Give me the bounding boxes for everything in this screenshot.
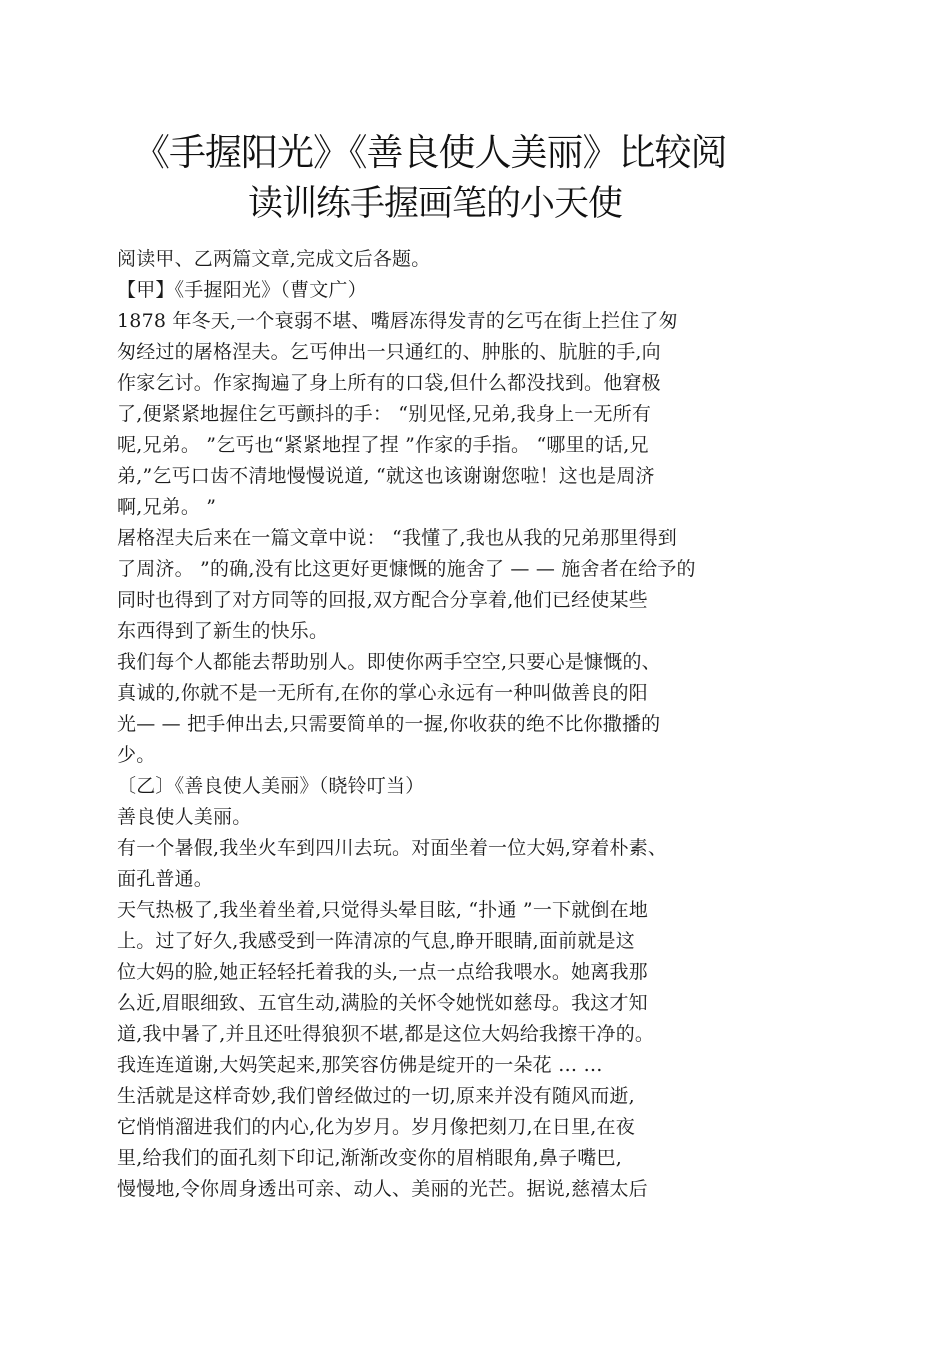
body-line: 位大妈的脸,她正轻轻托着我的头,一点一点给我喂水。她离我那 [117, 961, 648, 983]
body-line: 生活就是这样奇妙,我们曾经做过的一切,原来并没有随风而逝, [117, 1085, 635, 1107]
body-line: 1878 年冬天,一个衰弱不堪、嘴唇冻得发青的乞丐在街上拦住了匆 [117, 310, 678, 332]
document-title-line-1: 《手握阳光》《善良使人美丽》比较阅 [133, 131, 727, 174]
body-line: 少。 [117, 744, 156, 766]
body-line: 光— — 把手伸出去,只需要简单的一握,你收获的绝不比你撒播的 [117, 713, 661, 735]
body-line: 同时也得到了对方同等的回报,双方配合分享着,他们已经使某些 [117, 589, 648, 611]
body-line: 善良使人美丽。 [117, 806, 252, 828]
body-line: 东西得到了新生的快乐。 [117, 620, 329, 642]
body-line: 弟,”乞丐口齿不清地慢慢说道, “就这也该谢谢您啦！这也是周济 [117, 465, 655, 487]
body-line: 阅读甲、乙两篇文章,完成文后各题。 [117, 248, 431, 270]
body-line: 作家乞讨。作家掏遍了身上所有的口袋,但什么都没找到。他窘极 [117, 372, 661, 394]
body-line: 么近,眉眼细致、五官生动,满脸的关怀令她恍如慈母。我这才知 [117, 992, 648, 1014]
body-line: 上。过了好久,我感受到一阵清凉的气息,睁开眼睛,面前就是这 [117, 930, 635, 952]
body-line: 它悄悄溜进我们的内心,化为岁月。岁月像把刻刀,在日里,在夜 [117, 1116, 635, 1138]
body-line: 天气热极了,我坐着坐着,只觉得头晕目眩, “扑通 ”一下就倒在地 [117, 899, 649, 921]
body-line: 有一个暑假,我坐火车到四川去玩。对面坐着一位大妈,穿着朴素、 [117, 837, 668, 859]
body-line: 我们每个人都能去帮助别人。即使你两手空空,只要心是慷慨的、 [117, 651, 661, 673]
body-line: 里,给我们的面孔刻下印记,渐渐改变你的眉梢眼角,鼻子嘴巴, [117, 1147, 622, 1169]
body-line: 啊,兄弟。 ” [117, 496, 217, 518]
body-line: 慢慢地,令你周身透出可亲、动人、美丽的光芒。据说,慈禧太后 [117, 1178, 648, 1200]
body-line: 屠格涅夫后来在一篇文章中说： “我懂了,我也从我的兄弟那里得到 [117, 527, 677, 549]
body-line: 匆经过的屠格涅夫。乞丐伸出一只通红的、肿胀的、肮脏的手,向 [117, 341, 661, 363]
document-body [117, 244, 917, 1205]
body-line: 呢,兄弟。 ”乞丐也“紧紧地捏了捏 ”作家的手指。 “哪里的话,兄 [117, 434, 649, 456]
body-line: 了周济。 ”的确,没有比这更好更慷慨的施舍了 — — 施舍者在给予的 [117, 558, 696, 580]
document-title-line-2: 读训练手握画笔的小天使 [248, 184, 623, 224]
body-line: 了,便紧紧地握住乞丐颤抖的手： “别见怪,兄弟,我身上一无所有 [117, 403, 652, 425]
body-line: 道,我中暑了,并且还吐得狼狈不堪,都是这位大妈给我擦干净的。 [117, 1023, 655, 1045]
body-line: 【甲】《手握阳光》（曹文广） [117, 279, 367, 301]
body-line: 我连连道谢,大妈笑起来,那笑容仿佛是绽开的一朵花 … … [117, 1054, 603, 1076]
body-line: 真诚的,你就不是一无所有,在你的掌心永远有一种叫做善良的阳 [117, 682, 648, 704]
body-line: 面孔普通。 [117, 868, 214, 890]
body-line: 〔乙〕《善良使人美丽》（晓铃叮当） [117, 775, 425, 797]
